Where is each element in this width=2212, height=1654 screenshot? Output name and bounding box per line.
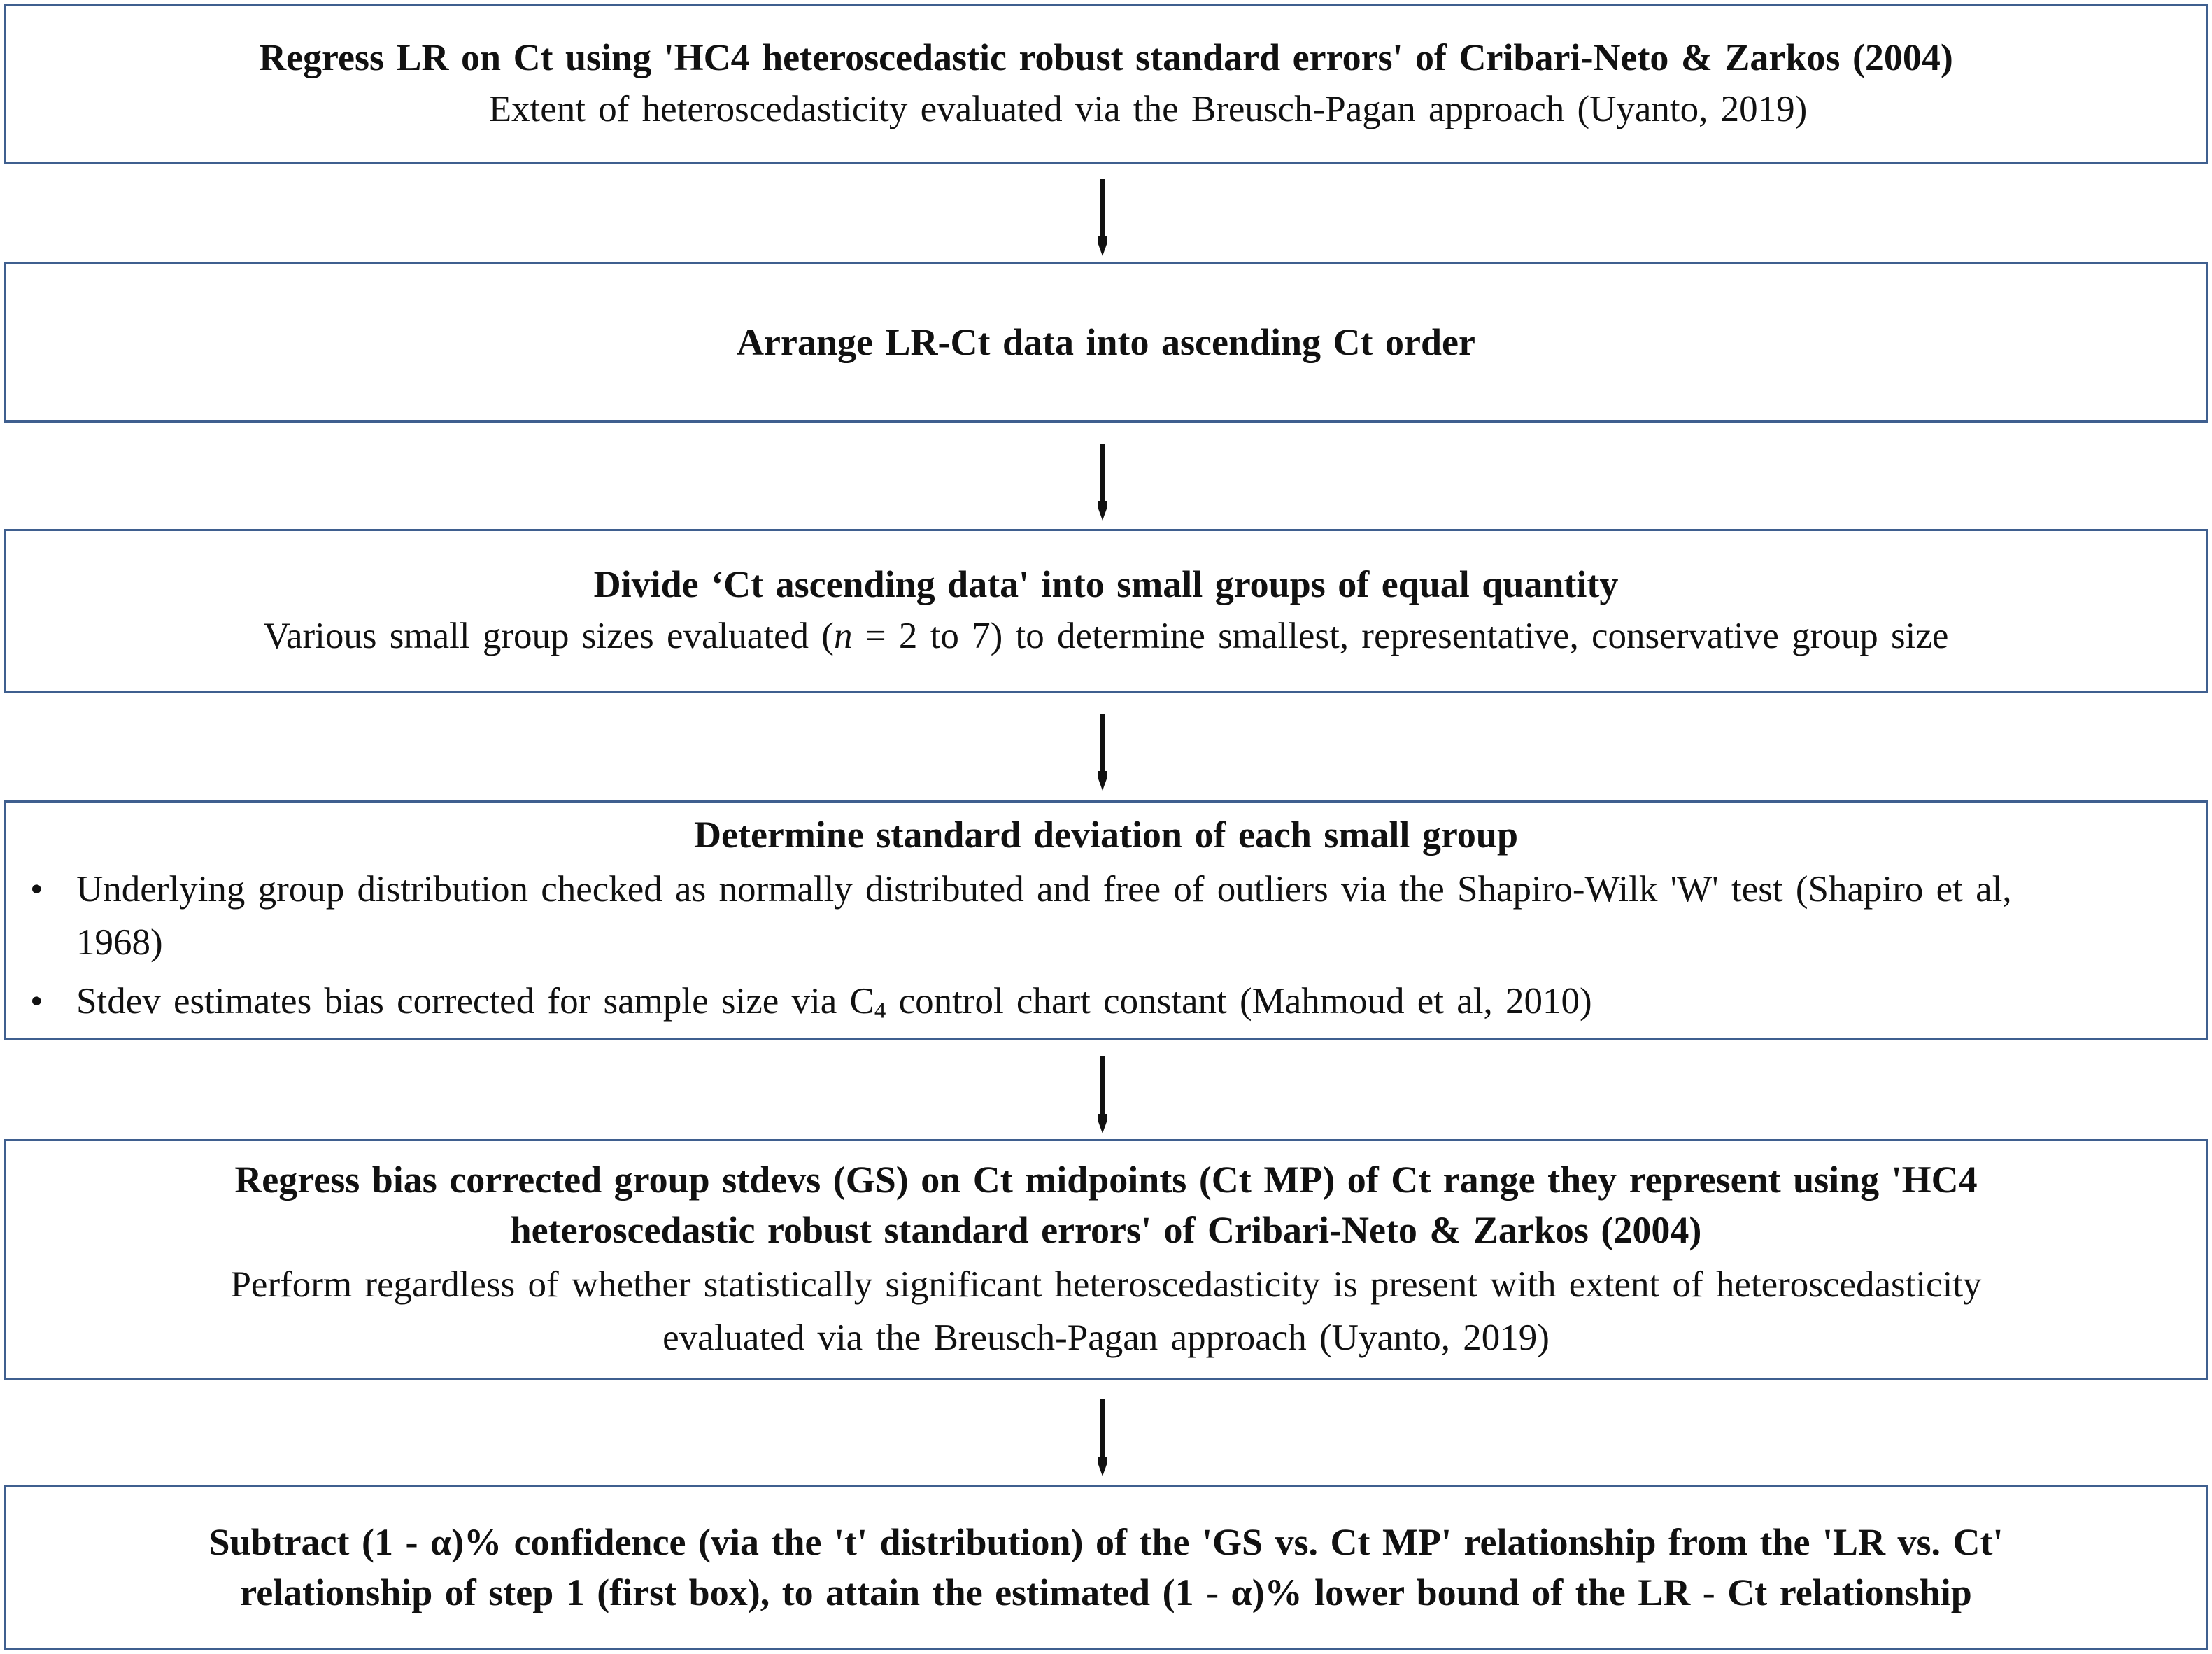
step-5-title-line-1: Regress bias corrected group stdevs (GS) on Ct midpoints (Ct MP) of Ct range they represent using 'HC4 [234, 1159, 1978, 1201]
step-4-bullet-2-subscript: 4 [874, 998, 886, 1024]
step-6-title-line-2: relationship of step 1 (first box), to attain the estimated (1 - α)% lower bound of the LR - Ct relationship [240, 1571, 1972, 1613]
step-3-title: Divide ‘Ct ascending data' into small groups of equal quantity [593, 563, 1619, 605]
step-3-box [4, 529, 2208, 693]
step-1-title: Regress LR on Ct using 'HC4 heteroscedastic robust standard errors' of Cribari-Neto & Zarkos (2004) [259, 36, 1953, 78]
arrow-3-to-4 [1098, 714, 1107, 791]
step-2-title: Arrange LR-Ct data into ascending Ct order [737, 321, 1475, 363]
arrow-5-to-6 [1098, 1399, 1107, 1476]
step-3-subtitle-var: n [833, 616, 853, 656]
step-4-bullet-2-text-pre: Stdev estimates bias corrected for sample size via C [76, 981, 874, 1022]
step-4-bullet-1 [6, 863, 2206, 969]
arrow-4-to-5 [1098, 1056, 1107, 1133]
bullet-marker: • [30, 981, 43, 1022]
step-3-subtitle [6, 609, 2206, 663]
step-5-box [4, 1139, 2208, 1380]
step-3-subtitle-pre: Various small group sizes evaluated ( [263, 616, 834, 656]
step-1-box [4, 4, 2208, 164]
step-1-subtitle: Extent of heteroscedasticity evaluated via the Breusch-Pagan approach (Uyanto, 2019) [488, 89, 1808, 129]
step-2-box [4, 262, 2208, 423]
step-3-subtitle-post: = 2 to 7) to determine smallest, representative, conservative group size [852, 616, 1949, 656]
step-4-bullet-2 [6, 975, 2206, 1028]
bullet-marker: • [30, 869, 43, 910]
step-5-title-line-2: heteroscedastic robust standard errors' of Cribari-Neto & Zarkos (2004) [510, 1209, 1702, 1251]
step-6-title-line-1: Subtract (1 - α)% confidence (via the 't' distribution) of the 'GS vs. Ct MP' relationship from the 'LR vs. Ct' [208, 1521, 2004, 1563]
step-5-subtitle-line-2: evaluated via the Breusch-Pagan approach (Uyanto, 2019) [662, 1317, 1550, 1358]
arrow-2-to-3 [1098, 444, 1107, 521]
arrow-1-to-2 [1098, 179, 1107, 256]
step-6-box [4, 1485, 2208, 1650]
step-4-bullet-1-text: Underlying group distribution checked as normally distributed and free of outliers via the Shapiro-Wilk 'W' test (Shapiro et al, 1968) [76, 869, 2012, 963]
step-4-box [4, 800, 2208, 1040]
step-5-subtitle-line-1: Perform regardless of whether statistically significant heteroscedasticity is present with extent of heteroscedasticity [230, 1264, 1982, 1305]
step-4-bullet-list [6, 863, 2206, 1028]
step-4-bullet-2-text-post: control chart constant (Mahmoud et al, 2010) [886, 981, 1592, 1022]
step-4-title: Determine standard deviation of each small group [694, 814, 1518, 856]
